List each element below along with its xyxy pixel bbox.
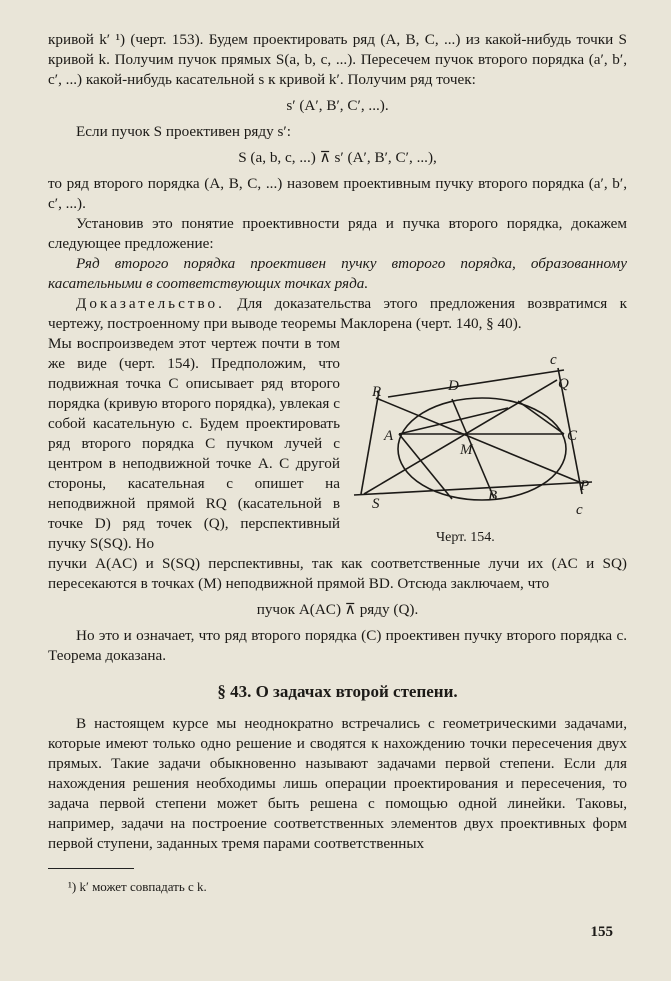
tangent-s-line [354, 482, 592, 495]
formula-3: пучок A(AC) ⊼ ряду (Q). [256, 601, 419, 618]
paragraph-3: то ряд второго порядка (A, B, C, ...) назовем проективным пучку второго порядка (a′, b′, c′, ...). [48, 175, 627, 212]
tangent-c-line [388, 370, 564, 397]
line-a-lower [399, 434, 452, 499]
formula-2: S (a, b, c, ...) ⊼ s′ (A′, B′, C′, ...), [238, 149, 437, 166]
figure-caption: Черт. 154. [436, 530, 495, 545]
paragraph-1: кривой k′ ¹) (черт. 153). Будем проектировать ряд (A, B, C, ...) из какой-нибудь точки S кривой k. Получим пучок прямых S(a, b, c, ...). Пересечем пучок второго порядка (a′, b′, c′, ...) какой-нибудь касательной s к кривой k′. Получим ряд точек: [48, 31, 627, 88]
label-c-top: c [550, 352, 557, 368]
paragraph-2: Если пучок S проективен ряду s′: [76, 123, 291, 140]
tangent-a-line [361, 391, 379, 494]
label-A: A [384, 428, 394, 444]
label-Q: Q [558, 376, 569, 392]
label-B: B [488, 488, 498, 504]
label-P: P [580, 478, 590, 494]
paragraph-4: Установив это понятие проективности ряда и пучка второго порядка, докажем следующее предложение: [48, 215, 627, 252]
proof-intro-text: Для доказательства этого предложения возвратимся к чертежу, построенному при выводе теоремы Маклорена (черт. 140, § 40). [48, 295, 627, 332]
line-c-upper [518, 401, 564, 434]
line-r-p [376, 398, 584, 484]
footnote: ¹) k′ может совпадать с k. [68, 879, 207, 894]
label-c-bottom: c [576, 502, 583, 518]
proof-continuation: пучки A(AC) и S(SQ) перспективны, так как соответственные лучи их (AC и SQ) пересекаются в точках (M) неподвижной прямой BD. Отсюда заключаем, что [48, 555, 627, 592]
paragraph-conclusion: Но это и означает, что ряд второго порядка (C) проективен пучку второго порядка c. Теорема доказана. [48, 627, 627, 664]
section-title: § 43. О задачах второй степени. [217, 682, 458, 701]
label-R: R [372, 384, 382, 400]
label-C: C [567, 428, 578, 444]
footnote-divider [48, 868, 134, 869]
section-paragraph: В настоящем курсе мы неоднократно встречались с геометрическими задачами, которые имеют только одно решение и сводятся к нахождению точки пересечения двух прямых. Такие задачи обыкновенно называют задачами первой степени. Если для нахождения решения необходимы лишь операции проектирования и пересечения, то задача первой степени может быть решена с помощью одной линейки. Таковы, например, задачи на построение соответственных элементов двух проективных форм первой ступени, заданных тремя парами соответственных [48, 715, 627, 852]
label-M: M [460, 442, 473, 458]
formula-1: s′ (A′, B′, C′, ...). [286, 97, 389, 114]
page-number: 155 [590, 924, 613, 940]
proof-intro [48, 294, 627, 334]
line-d-b [452, 399, 494, 498]
label-D: D [448, 378, 459, 394]
label-S: S [372, 496, 380, 512]
proof-column-text: Мы воспроизведем этот чертеж почти в том же виде (черт. 154). Предположим, что подвижная точка C описывает ряд второго порядка (кривую второго порядка), увлекая с собой касательную c. Будем проектировать ряд второго порядка C пучком лучей с центром в неподвижной точке A. С другой стороны, касательная c опишет на неподвижной прямой RQ (касательной в точке D) ряд точек (Q), перспективный пучку S(SQ). Но [48, 335, 340, 552]
proof-word: Доказательство. [76, 295, 225, 312]
theorem-statement: Ряд второго порядка проективен пучку второго порядка, образованному касательными в соответствующих точках ряда. [48, 255, 627, 292]
